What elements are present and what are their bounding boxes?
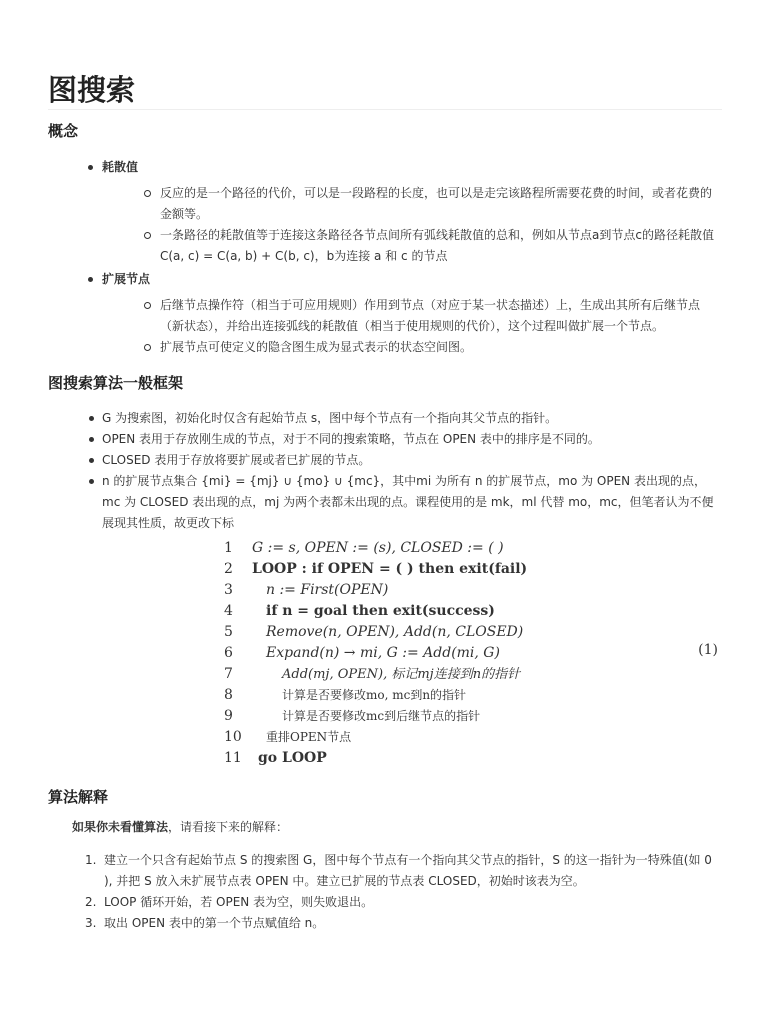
algorithm-line-text: n := First(OPEN)	[266, 582, 389, 598]
algorithm-block	[48, 538, 722, 770]
algorithm-line-number: 3	[224, 582, 233, 598]
algorithm-line	[224, 643, 500, 664]
explanation-step	[48, 850, 722, 892]
algorithm-line	[224, 601, 495, 622]
circle-bullet-icon	[144, 232, 151, 239]
bullet-icon	[89, 479, 94, 484]
concept-subitem-text: 扩展节点可使定义的隐含图生成为显式表示的状态空间图。	[160, 340, 473, 354]
explanation-intro	[48, 817, 722, 838]
framework-list	[48, 408, 722, 534]
algorithm-line-number: 4	[224, 603, 233, 619]
explanation-step	[48, 892, 722, 913]
concept-subitem-text: 一条路径的耗散值等于连接这条路径各节点间所有弧线耗散值的总和，例如从节点a到节点c的路径耗散值C(a, c) = C(a, b) + C(b, c)，b为连接 a 和 c 的节点	[160, 228, 714, 263]
algorithm-line-text: Expand(n) → mi, G := Add(mi, G)	[266, 645, 500, 661]
concept-subitem	[48, 225, 722, 267]
bullet-icon	[89, 437, 94, 442]
explanation-step-text: 建立一个只含有起始节点 S 的搜索图 G，图中每个节点有一个指向其父节点的指针，S 的这一指针为一特殊值(如 0 ), 并把 S 放入未扩展节点表 OPEN 中。建立已扩展的节点表 CLOSED，初始时该表为空。	[104, 853, 712, 888]
explanation-step-text: LOOP 循环开始，若 OPEN 表为空，则失败退出。	[104, 895, 374, 909]
concept-subitem	[48, 295, 722, 337]
concept-subitem-text: 后继节点操作符（相当于可应用规则）作用到节点（对应于某一状态描述）上，生成出其所有后继节点（新状态），并给出连接弧线的耗散值（相当于使用规则的代价），这个过程叫做扩展一个节点。	[160, 298, 701, 333]
algorithm-line	[224, 622, 523, 643]
algorithm-line	[224, 706, 480, 727]
algorithm-line-number: 11	[224, 750, 242, 766]
concept-subitem	[48, 183, 722, 225]
explanation-step-text: 取出 OPEN 表中的第一个节点赋值给 n。	[104, 916, 325, 930]
algorithm-line	[224, 580, 388, 601]
bullet-icon	[89, 416, 94, 421]
algorithm-line-text: G := s, OPEN := (s), CLOSED := ( )	[252, 540, 504, 556]
bullet-icon	[89, 458, 94, 463]
algorithm-line-text: go LOOP	[258, 750, 327, 766]
algorithm-line-number: 6	[224, 645, 233, 661]
algorithm-line-text: Add(mj, OPEN), 标记mj连接到n的指针	[282, 667, 521, 682]
algorithm-line-text: 重排OPEN节点	[266, 730, 352, 744]
algorithm-line	[224, 685, 466, 706]
bullet-icon	[88, 165, 93, 170]
circle-bullet-icon	[144, 190, 151, 197]
page-title: 图搜索	[48, 0, 722, 110]
equation-number: (1)	[698, 642, 718, 658]
step-number: 1.	[85, 853, 97, 867]
framework-item	[48, 429, 722, 450]
framework-item-text: n 的扩展节点集合 {mi} = {mj} ∪ {mo} ∪ {mc}，其中mi 为所有 n 的扩展节点，mo 为 OPEN 表出现的点，mc 为 CLOSED 表出现的点，mj 为两个表都未出现的点。课程使用的是 mk，ml 代替 mo，mc，但笔者认为不便展现其性质，故更改下标	[102, 474, 714, 530]
algorithm-line-text: LOOP : if OPEN = ( ) then exit(fail)	[252, 561, 528, 577]
explanation-intro-bold: 如果你未看懂算法	[72, 820, 169, 834]
concept-item-expand	[48, 269, 722, 290]
framework-item-text: G 为搜索图，初始化时仅含有起始节点 s，图中每个节点有一个指向其父节点的指针。	[102, 411, 558, 425]
framework-item	[48, 408, 722, 429]
framework-item	[48, 471, 722, 534]
section-heading-framework: 图搜索算法一般框架	[48, 374, 184, 392]
algorithm-line-number: 2	[224, 561, 233, 577]
circle-bullet-icon	[144, 302, 151, 309]
concept-item-cost	[48, 157, 722, 178]
algorithm-line-number: 9	[224, 708, 233, 724]
concept-item-label: 扩展节点	[102, 272, 151, 286]
algorithm-line	[224, 748, 327, 769]
framework-item-text: OPEN 表用于存放刚生成的节点，对于不同的搜索策略，节点在 OPEN 表中的排序是不同的。	[102, 432, 600, 446]
concept-item-label: 耗散值	[102, 160, 139, 174]
algorithm-line-number: 10	[224, 729, 242, 745]
explanation-step	[48, 913, 722, 934]
concept-subitem	[48, 337, 722, 358]
section-heading-concept: 概念	[48, 122, 79, 140]
algorithm-line	[224, 559, 527, 580]
circle-bullet-icon	[144, 344, 151, 351]
algorithm-line-text: 计算是否要修改mo, mc到n的指针	[282, 688, 467, 702]
framework-item-text: CLOSED 表用于存放将要扩展或者已扩展的节点。	[102, 453, 371, 467]
concept-subitem-text: 反应的是一个路径的代价，可以是一段路程的长度，也可以是走完该路程所需要花费的时间，或者花费的金额等。	[160, 186, 713, 221]
explanation-intro-rest: ，请看接下来的解释：	[168, 820, 289, 834]
framework-item	[48, 450, 722, 471]
algorithm-line	[224, 664, 520, 685]
algorithm-line-text: if n = goal then exit(success)	[266, 603, 495, 619]
explanation-steps	[48, 850, 722, 934]
algorithm-line	[224, 538, 504, 559]
algorithm-line-text: 计算是否要修改mc到后继节点的指针	[282, 709, 481, 723]
algorithm-line-number: 8	[224, 687, 233, 703]
algorithm-line	[224, 727, 351, 748]
step-number: 2.	[85, 895, 97, 909]
algorithm-line-number: 5	[224, 624, 233, 640]
algorithm-line-number: 1	[224, 540, 233, 556]
step-number: 3.	[85, 916, 97, 930]
algorithm-line-text: Remove(n, OPEN), Add(n, CLOSED)	[266, 624, 524, 640]
algorithm-line-number: 7	[224, 666, 233, 682]
concept-list	[48, 157, 722, 358]
bullet-icon	[88, 277, 93, 282]
section-heading-explanation: 算法解释	[48, 788, 109, 806]
